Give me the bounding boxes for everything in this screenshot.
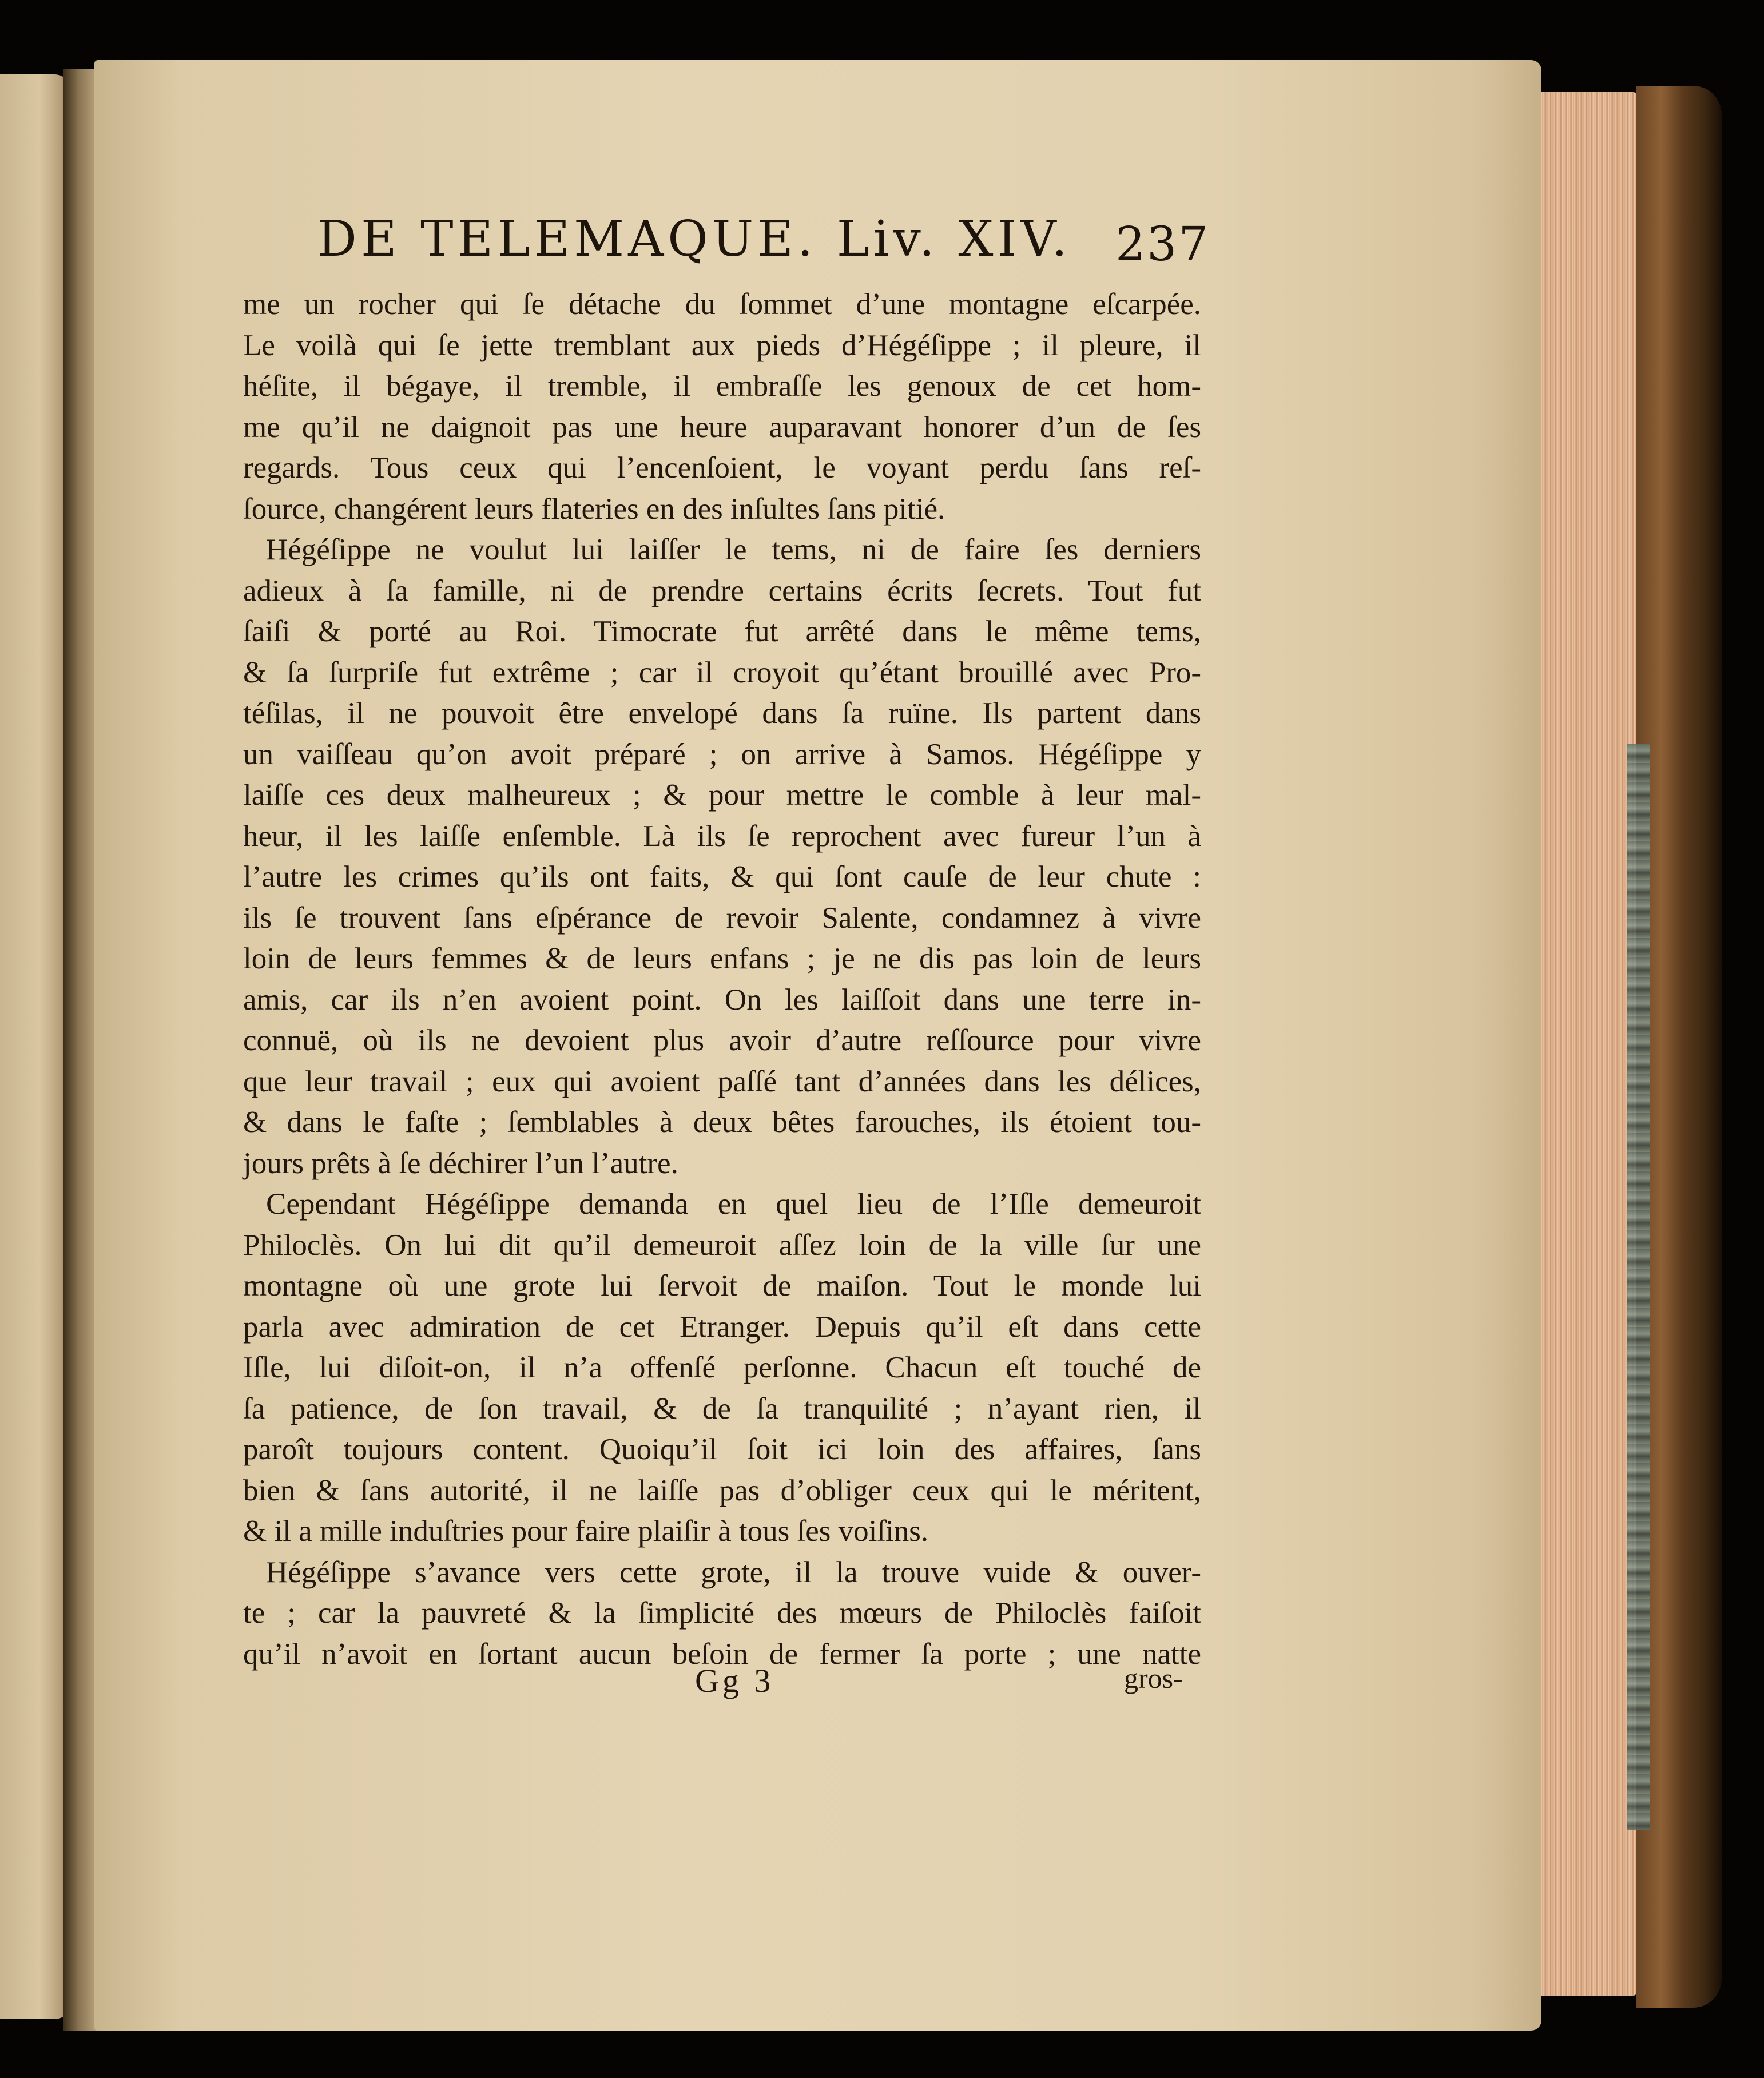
text-line: laiſſe ces deux malheureux ; & pour mettre le comble à leur mal- — [243, 778, 1201, 812]
text-line: me un rocher qui ſe détache du ſommet d’une montagne eſcarpée. — [243, 288, 1201, 321]
text-line: amis, car ils n’en avoient point. On les laiſſoit dans une terre in- — [243, 983, 1201, 1016]
text-line: Iſle, lui diſoit-on, il n’a offenſé perſonne. Chacun eſt touché de — [243, 1351, 1201, 1384]
body-text — [243, 284, 1201, 1675]
text-line: adieux à ſa famille, ni de prendre certains écrits ſecrets. Tout fut — [243, 574, 1201, 607]
text-line: & dans le faſte ; ſemblables à deux bêtes farouches, ils étoient tou- — [243, 1106, 1201, 1139]
text-line: ils ſe trouvent ſans eſpérance de revoir Salente, condamnez à vivre — [243, 901, 1201, 935]
text-line: Le voilà qui ſe jette tremblant aux pieds d’Hégéſippe ; il pleure, il — [243, 328, 1201, 362]
text-line: montagne où une grote lui ſervoit de maiſon. Tout le monde lui — [243, 1269, 1201, 1302]
facing-page-edge — [0, 74, 71, 2019]
text-line: paroît toujours content. Quoiqu’il ſoit ici loin des affaires, ſans — [243, 1433, 1201, 1466]
catchword: gros- — [1124, 1662, 1183, 1694]
text-line: & il a mille induſtries pour faire plaiſir à tous ſes voiſins. — [243, 1515, 929, 1548]
text-line: bien & ſans autorité, il ne laiſſe pas d’obliger ceux qui le méritent, — [243, 1473, 1201, 1507]
text-line: jours prêts à ſe déchirer l’un l’autre. — [243, 1146, 678, 1180]
text-line: heur, il les laiſſe enſemble. Là ils ſe reprochent avec fureur l’un à — [243, 819, 1201, 853]
text-line: loin de leurs femmes & de leurs enfans ; je ne dis pas loin de leurs — [243, 942, 1201, 975]
text-line: Hégéſippe s’avance vers cette grote, il la trouve vuide & ouver- — [266, 1555, 1201, 1589]
marbled-endpaper — [1627, 744, 1650, 1830]
text-line: Cependant Hégéſippe demanda en quel lieu de l’Iſle demeuroit — [266, 1187, 1201, 1221]
text-line: ſa patience, de ſon travail, & de ſa tranquilité ; n’ayant rien, il — [243, 1392, 1201, 1425]
signature-mark: Gg 3 — [695, 1662, 774, 1699]
text-line: & ſa ſurpriſe fut extrême ; car il croyoit qu’étant brouillé avec Pro- — [243, 655, 1201, 689]
text-line: ſource, changérent leurs flateries en des inſultes ſans pitié. — [243, 492, 945, 526]
text-line: Philoclès. On lui dit qu’il demeuroit aſſez loin de la ville ſur une — [243, 1228, 1201, 1262]
text-line: regards. Tous ceux qui l’encenſoient, le voyant perdu ſans reſ- — [243, 451, 1201, 484]
text-line: un vaiſſeau qu’on avoit préparé ; on arrive à Samos. Hégéſippe y — [243, 737, 1201, 771]
running-head: DE TELEMAQUE. Liv. XIV. — [317, 210, 1071, 268]
text-line: me qu’il ne daignoit pas une heure auparavant honorer d’un de ſes — [243, 410, 1201, 444]
text-line: téſilas, il ne pouvoit être envelopé dans ſa ruïne. Ils partent dans — [243, 697, 1201, 730]
text-line: connuë, où ils ne devoient plus avoir d’autre reſſource pour vivre — [243, 1024, 1201, 1057]
text-line: Hégéſippe ne voulut lui laiſſer le tems, ni de faire ſes derniers — [266, 533, 1201, 566]
page-number: 237 — [1115, 217, 1210, 272]
text-line: ſaiſi & porté au Roi. Timocrate fut arrêté dans le même tems, — [243, 615, 1201, 648]
text-line: que leur travail ; eux qui avoient paſſé tant d’années dans les délices, — [243, 1064, 1201, 1098]
text-line: parla avec admiration de cet Etranger. Depuis qu’il eſt dans cette — [243, 1310, 1201, 1344]
text-line: l’autre les crimes qu’ils ont faits, & qui ſont cauſe de leur chute : — [243, 860, 1201, 893]
text-line: te ; car la pauvreté & la ſimplicité des mœurs de Philoclès faiſoit — [243, 1596, 1201, 1630]
text-line: qu’il n’avoit en ſortant aucun beſoin de fermer ſa porte ; une natte — [243, 1637, 1201, 1671]
text-line: héſite, il bégaye, il tremble, il embraſſe les genoux de cet hom- — [243, 369, 1201, 403]
